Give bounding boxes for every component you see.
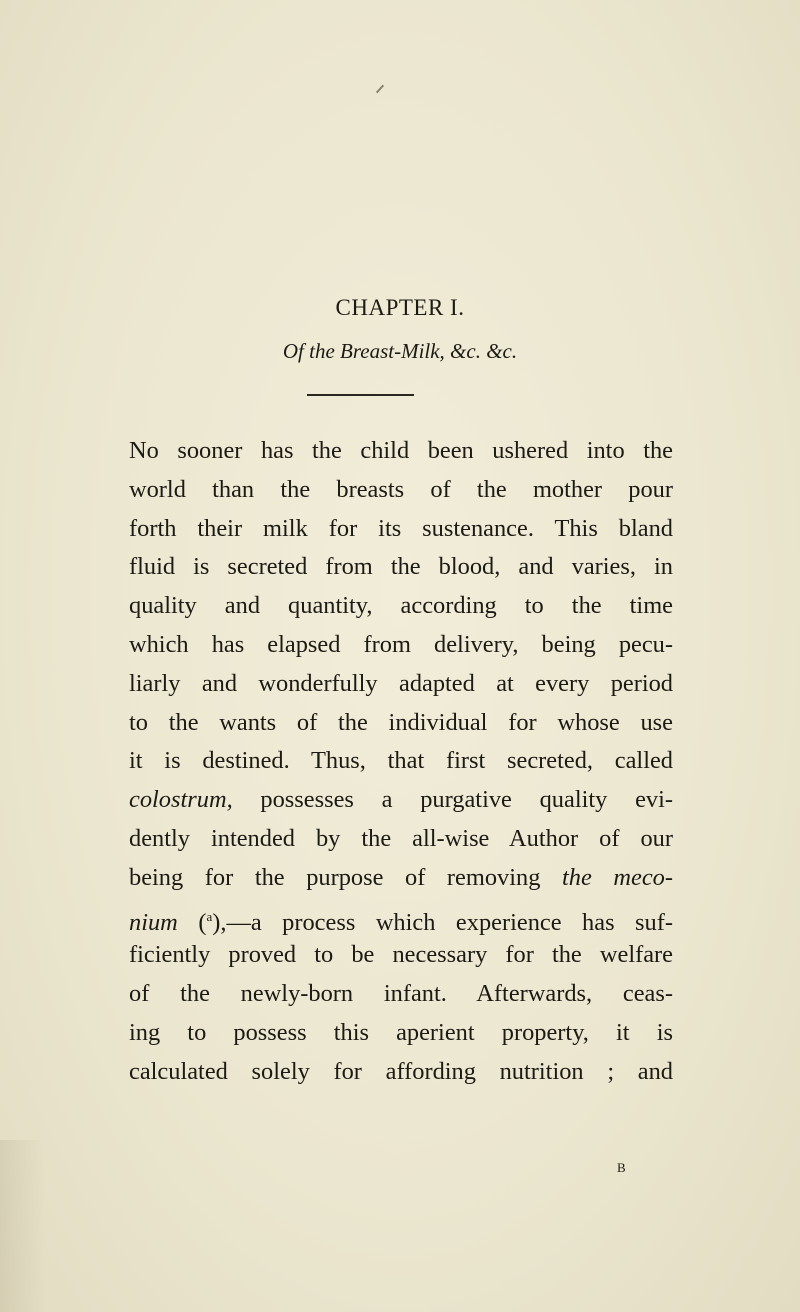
body-paragraph bbox=[129, 432, 673, 1092]
italic-term-meconium-end: nium bbox=[129, 908, 178, 936]
text-line: fluid is secreted from the blood, and varies, in bbox=[129, 553, 673, 581]
text-line: forth their milk for its sustenance. This bland bbox=[129, 514, 673, 542]
text-line: quality and quantity, according to the time bbox=[129, 592, 673, 620]
text-line: to the wants of the individual for whose use bbox=[129, 708, 673, 736]
footnote-close: ), bbox=[212, 908, 227, 936]
text-line-rest: —a process which experience has suf- bbox=[226, 908, 673, 936]
footnote-open: ( bbox=[198, 908, 207, 936]
footnote-marker[interactable]: a bbox=[206, 908, 213, 924]
text-line: dently intended by the all-wise Author of our bbox=[129, 824, 673, 852]
text-line-colostrum bbox=[129, 781, 673, 820]
italic-term-meconium: the meco- bbox=[562, 863, 673, 891]
chapter-heading: CHAPTER I. bbox=[335, 295, 465, 320]
text-line: it is destined. Thus, that first secreted, called bbox=[129, 747, 673, 775]
text-line: ficiently proved to be necessary for the welfare bbox=[129, 941, 673, 969]
text-line-footnote bbox=[129, 898, 673, 937]
text-line: No sooner has the child been ushered into the bbox=[129, 437, 673, 464]
text-line-meconium bbox=[129, 859, 673, 898]
text-line: of the newly-born infant. Afterwards, ceas- bbox=[129, 980, 673, 1008]
title-rule bbox=[307, 394, 414, 396]
chapter-subtitle: Of the Breast-Milk, &c. &c. bbox=[282, 339, 518, 363]
text-line: ing to possess this aperient property, it is bbox=[129, 1018, 673, 1046]
signature-mark: B bbox=[617, 1160, 626, 1175]
stray-mark bbox=[376, 85, 384, 94]
text-line-rest: possesses a purgative quality evi- bbox=[260, 786, 673, 814]
text-line-start: being for the purpose of removing bbox=[129, 863, 541, 891]
page-shadow bbox=[0, 1140, 45, 1312]
text-line: world than the breasts of the mother pour bbox=[129, 475, 673, 503]
text-line: liarly and wonderfully adapted at every period bbox=[129, 669, 673, 697]
text-line: which has elapsed from delivery, being pecu- bbox=[129, 630, 673, 658]
italic-term-colostrum: colostrum, bbox=[129, 786, 233, 814]
text-line: calculated solely for affording nutrition ; and bbox=[129, 1057, 673, 1085]
